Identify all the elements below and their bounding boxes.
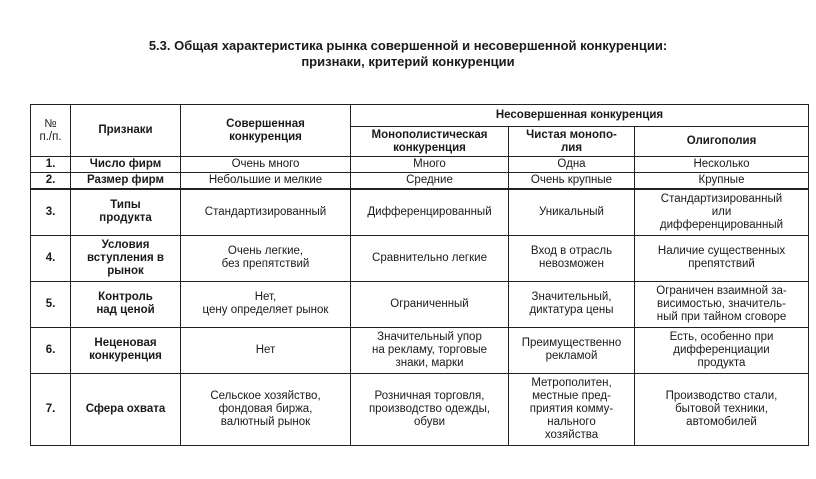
- table-row: [31, 235, 809, 281]
- competition-table: [30, 104, 809, 446]
- row-feature: Сфера охвата: [71, 373, 181, 445]
- row-feature: Размер фирм: [71, 173, 181, 190]
- table-row: [31, 189, 809, 235]
- cell-monopolistic: Средние: [351, 173, 509, 190]
- cell-monopolistic: Дифференцированный: [351, 189, 509, 235]
- cell-pure-monopoly: Преимущественно рекламой: [509, 327, 635, 373]
- row-feature: Число фирм: [71, 157, 181, 173]
- header-perfect: Совершенная конкуренция: [181, 105, 351, 157]
- cell-pure-monopoly: Метрополитен, местные пред- приятия комму- нального хозяйства: [509, 373, 635, 445]
- row-feature: Типы продукта: [71, 189, 181, 235]
- header-oligopoly: Олигополия: [635, 127, 809, 157]
- cell-oligopoly: Ограничен взаимной за- висимостью, значитель- ный при тайном сговоре: [635, 281, 809, 327]
- cell-pure-monopoly: Значительный, диктатура цены: [509, 281, 635, 327]
- cell-oligopoly: Производство стали, бытовой техники, автомобилей: [635, 373, 809, 445]
- cell-perfect: Очень много: [181, 157, 351, 173]
- title-line-2: признаки, критерий конкуренции: [301, 54, 515, 69]
- table-row: [31, 327, 809, 373]
- table-row: [31, 157, 809, 173]
- row-num: 3.: [31, 189, 71, 235]
- cell-pure-monopoly: Очень крупные: [509, 173, 635, 190]
- cell-pure-monopoly: Вход в отрасль невозможен: [509, 235, 635, 281]
- table-row: [31, 373, 809, 445]
- cell-monopolistic: Розничная торговля, производство одежды, обуви: [351, 373, 509, 445]
- row-feature: Неценовая конкуренция: [71, 327, 181, 373]
- cell-monopolistic: Ограниченный: [351, 281, 509, 327]
- title-line-1: 5.3. Общая характеристика рынка совершенной и несовершенной конкуренции:: [148, 38, 668, 53]
- cell-oligopoly: Есть, особенно при дифференциации продукта: [635, 327, 809, 373]
- table-row: [31, 281, 809, 327]
- cell-perfect: Небольшие и мелкие: [181, 173, 351, 190]
- row-num: 4.: [31, 235, 71, 281]
- cell-oligopoly: Несколько: [635, 157, 809, 173]
- row-num: 5.: [31, 281, 71, 327]
- header-pure-monopoly: Чистая монопо- лия: [509, 127, 635, 157]
- cell-oligopoly: Стандартизированный или дифференцированный: [635, 189, 809, 235]
- row-num: 1.: [31, 157, 71, 173]
- cell-oligopoly: Наличие существенных препятствий: [635, 235, 809, 281]
- cell-perfect: Очень легкие, без препятствий: [181, 235, 351, 281]
- row-feature: Условия вступления в рынок: [71, 235, 181, 281]
- row-num: 7.: [31, 373, 71, 445]
- cell-perfect: Стандартизированный: [181, 189, 351, 235]
- table-row: [31, 173, 809, 190]
- cell-monopolistic: Много: [351, 157, 509, 173]
- cell-monopolistic: Сравнительно легкие: [351, 235, 509, 281]
- document-title: [0, 38, 816, 70]
- row-feature: Контроль над ценой: [71, 281, 181, 327]
- header-num: № п./п.: [31, 105, 71, 157]
- cell-perfect: Сельское хозяйство, фондовая биржа, валютный рынок: [181, 373, 351, 445]
- row-num: 6.: [31, 327, 71, 373]
- cell-pure-monopoly: Одна: [509, 157, 635, 173]
- cell-perfect: Нет, цену определяет рынок: [181, 281, 351, 327]
- cell-monopolistic: Значительный упор на рекламу, торговые знаки, марки: [351, 327, 509, 373]
- cell-pure-monopoly: Уникальный: [509, 189, 635, 235]
- header-imperfect: Несовершенная конкуренция: [351, 105, 809, 127]
- row-num: 2.: [31, 173, 71, 190]
- cell-perfect: Нет: [181, 327, 351, 373]
- header-feature: Признаки: [71, 105, 181, 157]
- cell-oligopoly: Крупные: [635, 173, 809, 190]
- header-monopolistic: Монополистическая конкуренция: [351, 127, 509, 157]
